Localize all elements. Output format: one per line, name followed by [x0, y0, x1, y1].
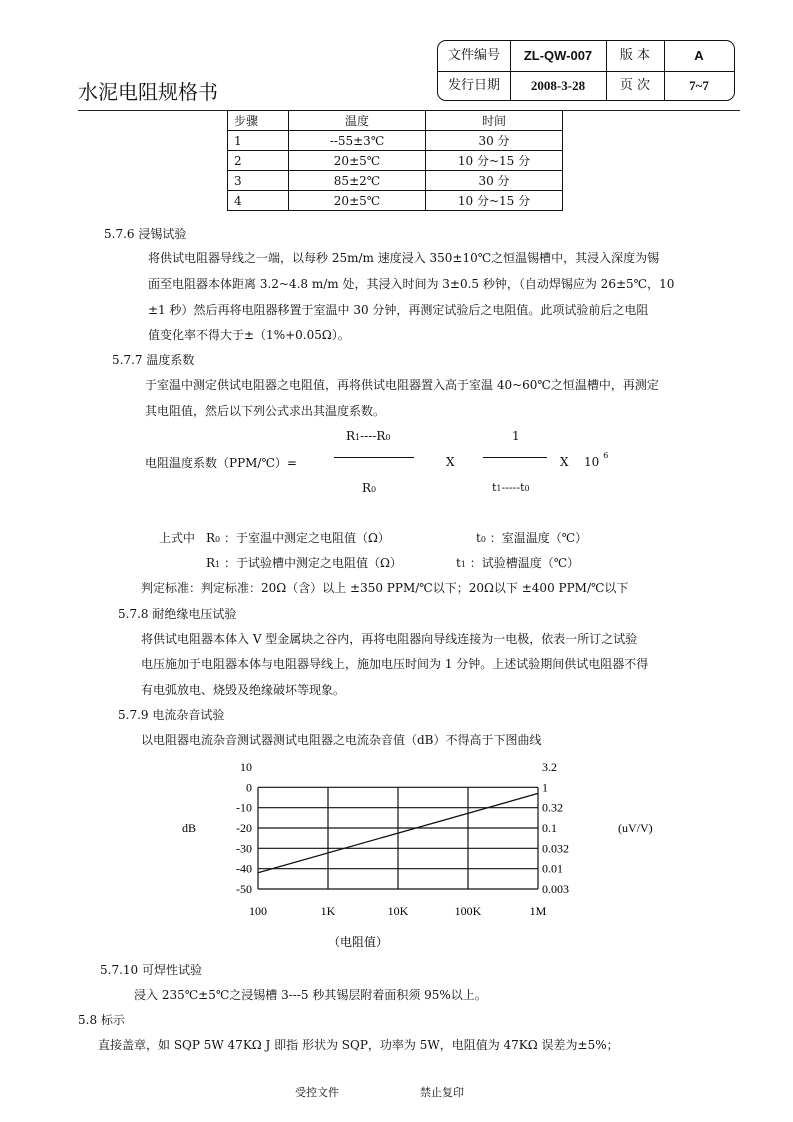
table-cell: 85±2℃: [289, 171, 426, 191]
document-title: 水泥电阻规格书: [78, 80, 218, 104]
doc-number: ZL-QW-007: [523, 48, 593, 63]
table-header-cell: 步骤: [228, 111, 289, 131]
formula-numerator-1: R1----R0: [346, 429, 391, 443]
table-header-row: [228, 111, 563, 131]
r0-definition: R0 ：于室温中测定之电阻值（Ω）: [206, 531, 390, 545]
table-cell: 20±5℃: [289, 151, 426, 171]
table-header-cell: 温度: [289, 111, 426, 131]
formula-times-1: X: [446, 455, 455, 469]
controlled-document-mark: 受控文件: [295, 1086, 339, 1099]
x-tick-label: 100: [249, 904, 267, 918]
section-5-8-line: 直接盖章，如 SQP 5W 47KΩ J 即指 形状为 SQP，功率为 5W，电阻值为 47KΩ 误差为±5%；: [98, 1038, 619, 1052]
section-5-7-6-heading: 5.7.6 浸锡试验: [104, 227, 187, 241]
section-5-8-heading: 5.8 标示: [78, 1013, 125, 1027]
where-intro: 上式中: [159, 531, 196, 545]
y-tick-label: -20: [236, 821, 252, 835]
section-5-7-9-line: 以电阻器电流杂音测试器测试电阻器之电流杂音值（dB）不得高于下图曲线: [141, 733, 542, 747]
t0-definition: t0 ：室温温度（℃）: [476, 531, 588, 545]
table-cell: --55±3℃: [289, 131, 426, 151]
fraction-bar-2: [483, 457, 547, 458]
y2-tick-label: 0.003: [542, 882, 569, 896]
formula-numerator-2: 1: [512, 429, 520, 443]
table-cell: 2: [228, 151, 289, 171]
y2-tick-label: 1: [542, 780, 548, 795]
chart-grid: [258, 787, 538, 889]
fraction-bar-1: [334, 457, 414, 458]
y-tick-label: 10: [240, 760, 252, 774]
formula-label: 电阻温度系数（PPM/℃）=: [145, 456, 297, 470]
section-5-7-7-heading: 5.7.7 温度系数: [112, 353, 195, 367]
x-tick-label: 1K: [320, 904, 336, 918]
section-5-7-8-heading: 5.7.8 耐绝缘电压试验: [118, 607, 237, 621]
page-value: 7~7: [689, 78, 709, 93]
page-label: 页 次: [619, 78, 651, 93]
x-tick-label: 1M: [529, 904, 547, 918]
table-cell: 1: [228, 131, 289, 151]
table-header-cell: 时间: [426, 111, 563, 131]
temperature-step-table: [227, 110, 563, 211]
table-cell: 30 分: [426, 131, 563, 151]
formula-times-2: X: [560, 455, 569, 469]
section-5-7-6-line: ±1 秒）然后再将电阻器移置于室温中 30 分钟，再测定试验后之电阻值。此项试验前后之电阻: [148, 303, 649, 317]
section-5-7-10-heading: 5.7.10 可焊性试验: [100, 963, 202, 977]
section-5-7-8-line: 将供试电阻器本体入 V 型金属块之谷内，再将电阻器向导线连接为一电极，依表一所订之试验: [141, 632, 638, 646]
formula-denominator-2: t1-----t0: [492, 481, 530, 494]
section-5-7-9-heading: 5.7.9 电流杂音试验: [118, 708, 225, 722]
table-cell: 20±5℃: [289, 191, 426, 211]
table-row: [228, 151, 563, 171]
y-tick-label: -40: [236, 861, 252, 876]
section-5-7-7-line: 其电阻值，然后以下列公式求出其温度系数。: [145, 404, 386, 418]
table-cell: 30 分: [426, 171, 563, 191]
y2-tick-label: 0.01: [542, 861, 563, 876]
section-5-7-7-line: 于室温中测定供试电阻器之电阻值，再将供试电阻器置入高于室温 40~60℃之恒温槽中，再测定: [145, 378, 659, 392]
table-row: [228, 131, 563, 151]
section-5-7-8-line: 电压施加于电阻器本体与电阻器导线上，施加电压时间为 1 分钟。上述试验期间供试电阻器不得: [141, 657, 649, 671]
section-5-7-10-line: 浸入 235℃±5℃之浸锡槽 3---5 秒其锡层附着面积须 95%以上。: [134, 988, 487, 1002]
formula-denominator-1: R0: [362, 481, 377, 495]
t1-definition: t1 ：试验槽温度（℃）: [456, 556, 580, 570]
formula-power: 10 $^6$: [584, 451, 609, 469]
section-5-7-6-line: 将供试电阻器导线之一端，以每秒 25m/m 速度浸入 350±10℃之恒温锡槽中，其浸入深度为锡: [148, 251, 660, 265]
table-row: [228, 171, 563, 191]
section-5-7-6-line: 值变化率不得大于±（1%+0.05Ω）。: [148, 328, 350, 342]
x-tick-label: 100K: [454, 904, 482, 918]
table-cell: 4: [228, 191, 289, 211]
y-tick-label: 0: [246, 780, 252, 795]
y-tick-label: -50: [236, 882, 252, 896]
version-label: 版 本: [619, 48, 651, 63]
table-row: [228, 191, 563, 211]
x-tick-label: 10K: [387, 904, 409, 918]
y-axis-label: dB: [182, 821, 197, 835]
table-cell: 10 分~15 分: [426, 191, 563, 211]
y2-tick-label: 0.1: [542, 821, 557, 835]
section-5-7-6-line: 面至电阻器本体距离 3.2~4.8 m/m 处，其浸入时间为 3±0.5 秒钟，（自动焊锡应为 26±5℃，10: [148, 277, 675, 291]
current-noise-chart: [180, 755, 680, 955]
table-cell: 10 分~15 分: [426, 151, 563, 171]
table-cell: 3: [228, 171, 289, 191]
section-5-7-8-line: 有电弧放电、烧毁及绝缘破坏等现象。: [141, 683, 346, 697]
issue-date: 2008-3-28: [530, 78, 586, 93]
y2-tick-label: 3.2: [542, 760, 557, 774]
issue-date-label: 发行日期: [447, 78, 500, 93]
doc-number-label: 文件编号: [447, 48, 500, 63]
y2-axis-label: (uV/V): [618, 821, 653, 835]
chart-ticks: [236, 760, 569, 918]
no-copy-mark: 禁止复印: [420, 1086, 464, 1099]
header-info-box: [437, 40, 735, 101]
y2-tick-label: 0.032: [542, 841, 569, 856]
y-tick-label: -10: [236, 800, 252, 815]
judgement-criteria: 判定标准：判定标准：20Ω（含）以上 ±350 PPM/℃以下；20Ω以下 ±400 PPM/℃以下: [141, 581, 629, 595]
version-value: A: [694, 48, 704, 63]
y-tick-label: -30: [236, 841, 252, 856]
r1-definition: R1 ：于试验槽中测定之电阻值（Ω）: [206, 556, 402, 570]
y2-tick-label: 0.32: [542, 800, 563, 815]
x-axis-label: （电阻值）: [328, 935, 389, 949]
